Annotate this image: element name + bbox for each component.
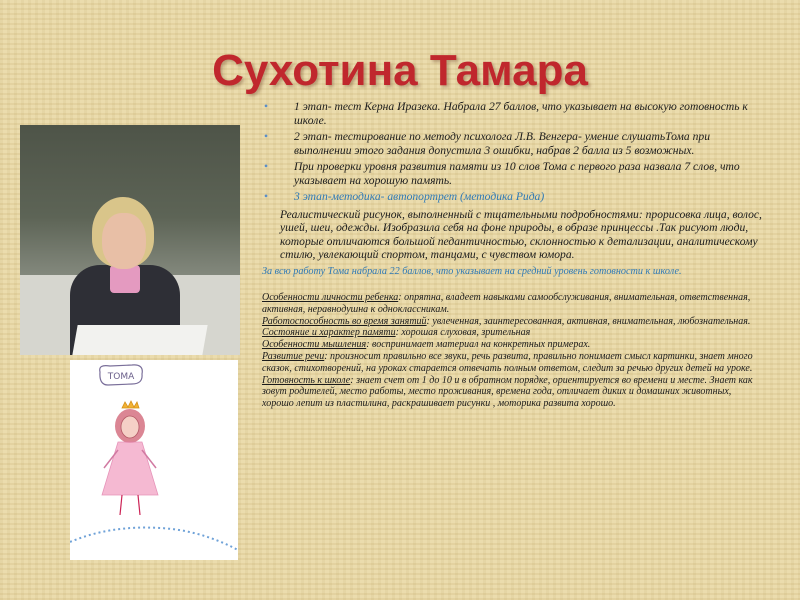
detail-value: : произносит правильно все звуки, речь развита, правильно понимает смысл картинки, знает много сказок, стихотворений, на уроках старается отвечать полным ответом, следит за речью других детей на уроке. xyxy=(262,350,753,374)
drawing-leg-left xyxy=(120,495,122,515)
detail-label: Особенности личности ребенка xyxy=(262,292,399,303)
detail-school-readiness xyxy=(262,375,762,410)
drawing-svg xyxy=(70,360,238,560)
drawing-face xyxy=(121,416,139,438)
bullet-dot: • xyxy=(264,130,269,143)
self-portrait-drawing xyxy=(70,360,238,560)
detail-value: : хорошая слуховая, зрительная xyxy=(395,327,531,339)
detail-personality xyxy=(262,292,762,316)
detail-value: : увлеченная, заинтересованная, активная, внимательная, любознательная. xyxy=(426,315,751,327)
detail-value: : опрятна, владеет навыками самообслуживания, внимательная, ответственная, активная, неравнодушна к одноклассникам. xyxy=(262,292,751,315)
slide-content xyxy=(262,100,762,410)
photo-collar xyxy=(110,265,140,293)
rida-description: Реалистический рисунок, выполненный с тщательными подробностями: прорисовка лица, волос, ушей, шеи, одежды. Изобразила себя на фоне природы, в образе принцессы .Так рисуют люди, которые отличаются большой педантичностью, склонностью к детализации, аналитическому стилю, увлекающий спортом, танцами, с чувством юмора. xyxy=(280,207,762,261)
detail-label: Готовность к школе xyxy=(262,374,351,386)
crown xyxy=(122,401,139,408)
total-score: За всю работу Тома набрала 22 баллов, что указывает на средний уровень готовности к школе. xyxy=(262,265,682,277)
detail-work-capacity xyxy=(262,316,762,328)
stage-bullet-3 xyxy=(262,160,762,187)
slide-title: Сухотина Тамара xyxy=(212,46,588,95)
student-photo xyxy=(20,125,240,355)
drawing-ground xyxy=(70,528,238,550)
detail-speech xyxy=(262,351,762,375)
stage-bullet-1 xyxy=(262,100,762,127)
detail-value: : знает счет от 1 до 10 и в обратном порядке, ориентируется во времени и месте. Знает как зовут родителей, место работы, место проживания, времена года, отличает диких и домашних животных, хорошо лепит из пластилина, раскрашивает рисунки , моторика развита хорошо. xyxy=(262,374,753,410)
stage-text: 2 этап- тестирование по методу психолога Л.В. Венгера- умение слушатьТома при выполнении этого задания допустила 3 ошибки, набрав 2 балла из 5 возможных. xyxy=(294,130,710,157)
detail-label: Работоспособность во время занятий xyxy=(262,315,427,327)
drawing-leg-right xyxy=(138,495,140,515)
detail-label: Особенности мышления xyxy=(262,339,367,351)
bullet-dot: • xyxy=(264,100,269,113)
stage-text: 3 этап-методика- автопортрет (методика Рида) xyxy=(294,190,545,203)
drawing-name-text: ТОМА xyxy=(107,372,135,382)
stage-bullet-2 xyxy=(262,130,762,157)
detail-value: : воспринимает материал на конкретных примерах. xyxy=(366,339,591,351)
stage-text: При проверки уровня развития памяти из 10 слов Тома с первого раза назвала 7 слов, что указывает на хорошую память. xyxy=(294,160,740,187)
drawing-dress xyxy=(102,442,158,495)
detail-thinking xyxy=(262,339,762,351)
student-characteristics xyxy=(262,292,762,410)
detail-label: Состояние и характер памяти xyxy=(262,327,396,339)
photo-book xyxy=(72,325,207,355)
detail-memory xyxy=(262,327,762,339)
bullet-dot: • xyxy=(264,190,269,203)
bullet-dot: • xyxy=(264,160,269,173)
stage-bullet-4 xyxy=(262,190,762,204)
stage-text: 1 этап- тест Керна Иразека. Набрала 27 баллов, что указывает на высокую готовность к школе. xyxy=(294,100,748,127)
detail-label: Развитие речи xyxy=(262,350,325,362)
photo-face xyxy=(102,213,146,269)
test-stages-list xyxy=(262,100,762,204)
